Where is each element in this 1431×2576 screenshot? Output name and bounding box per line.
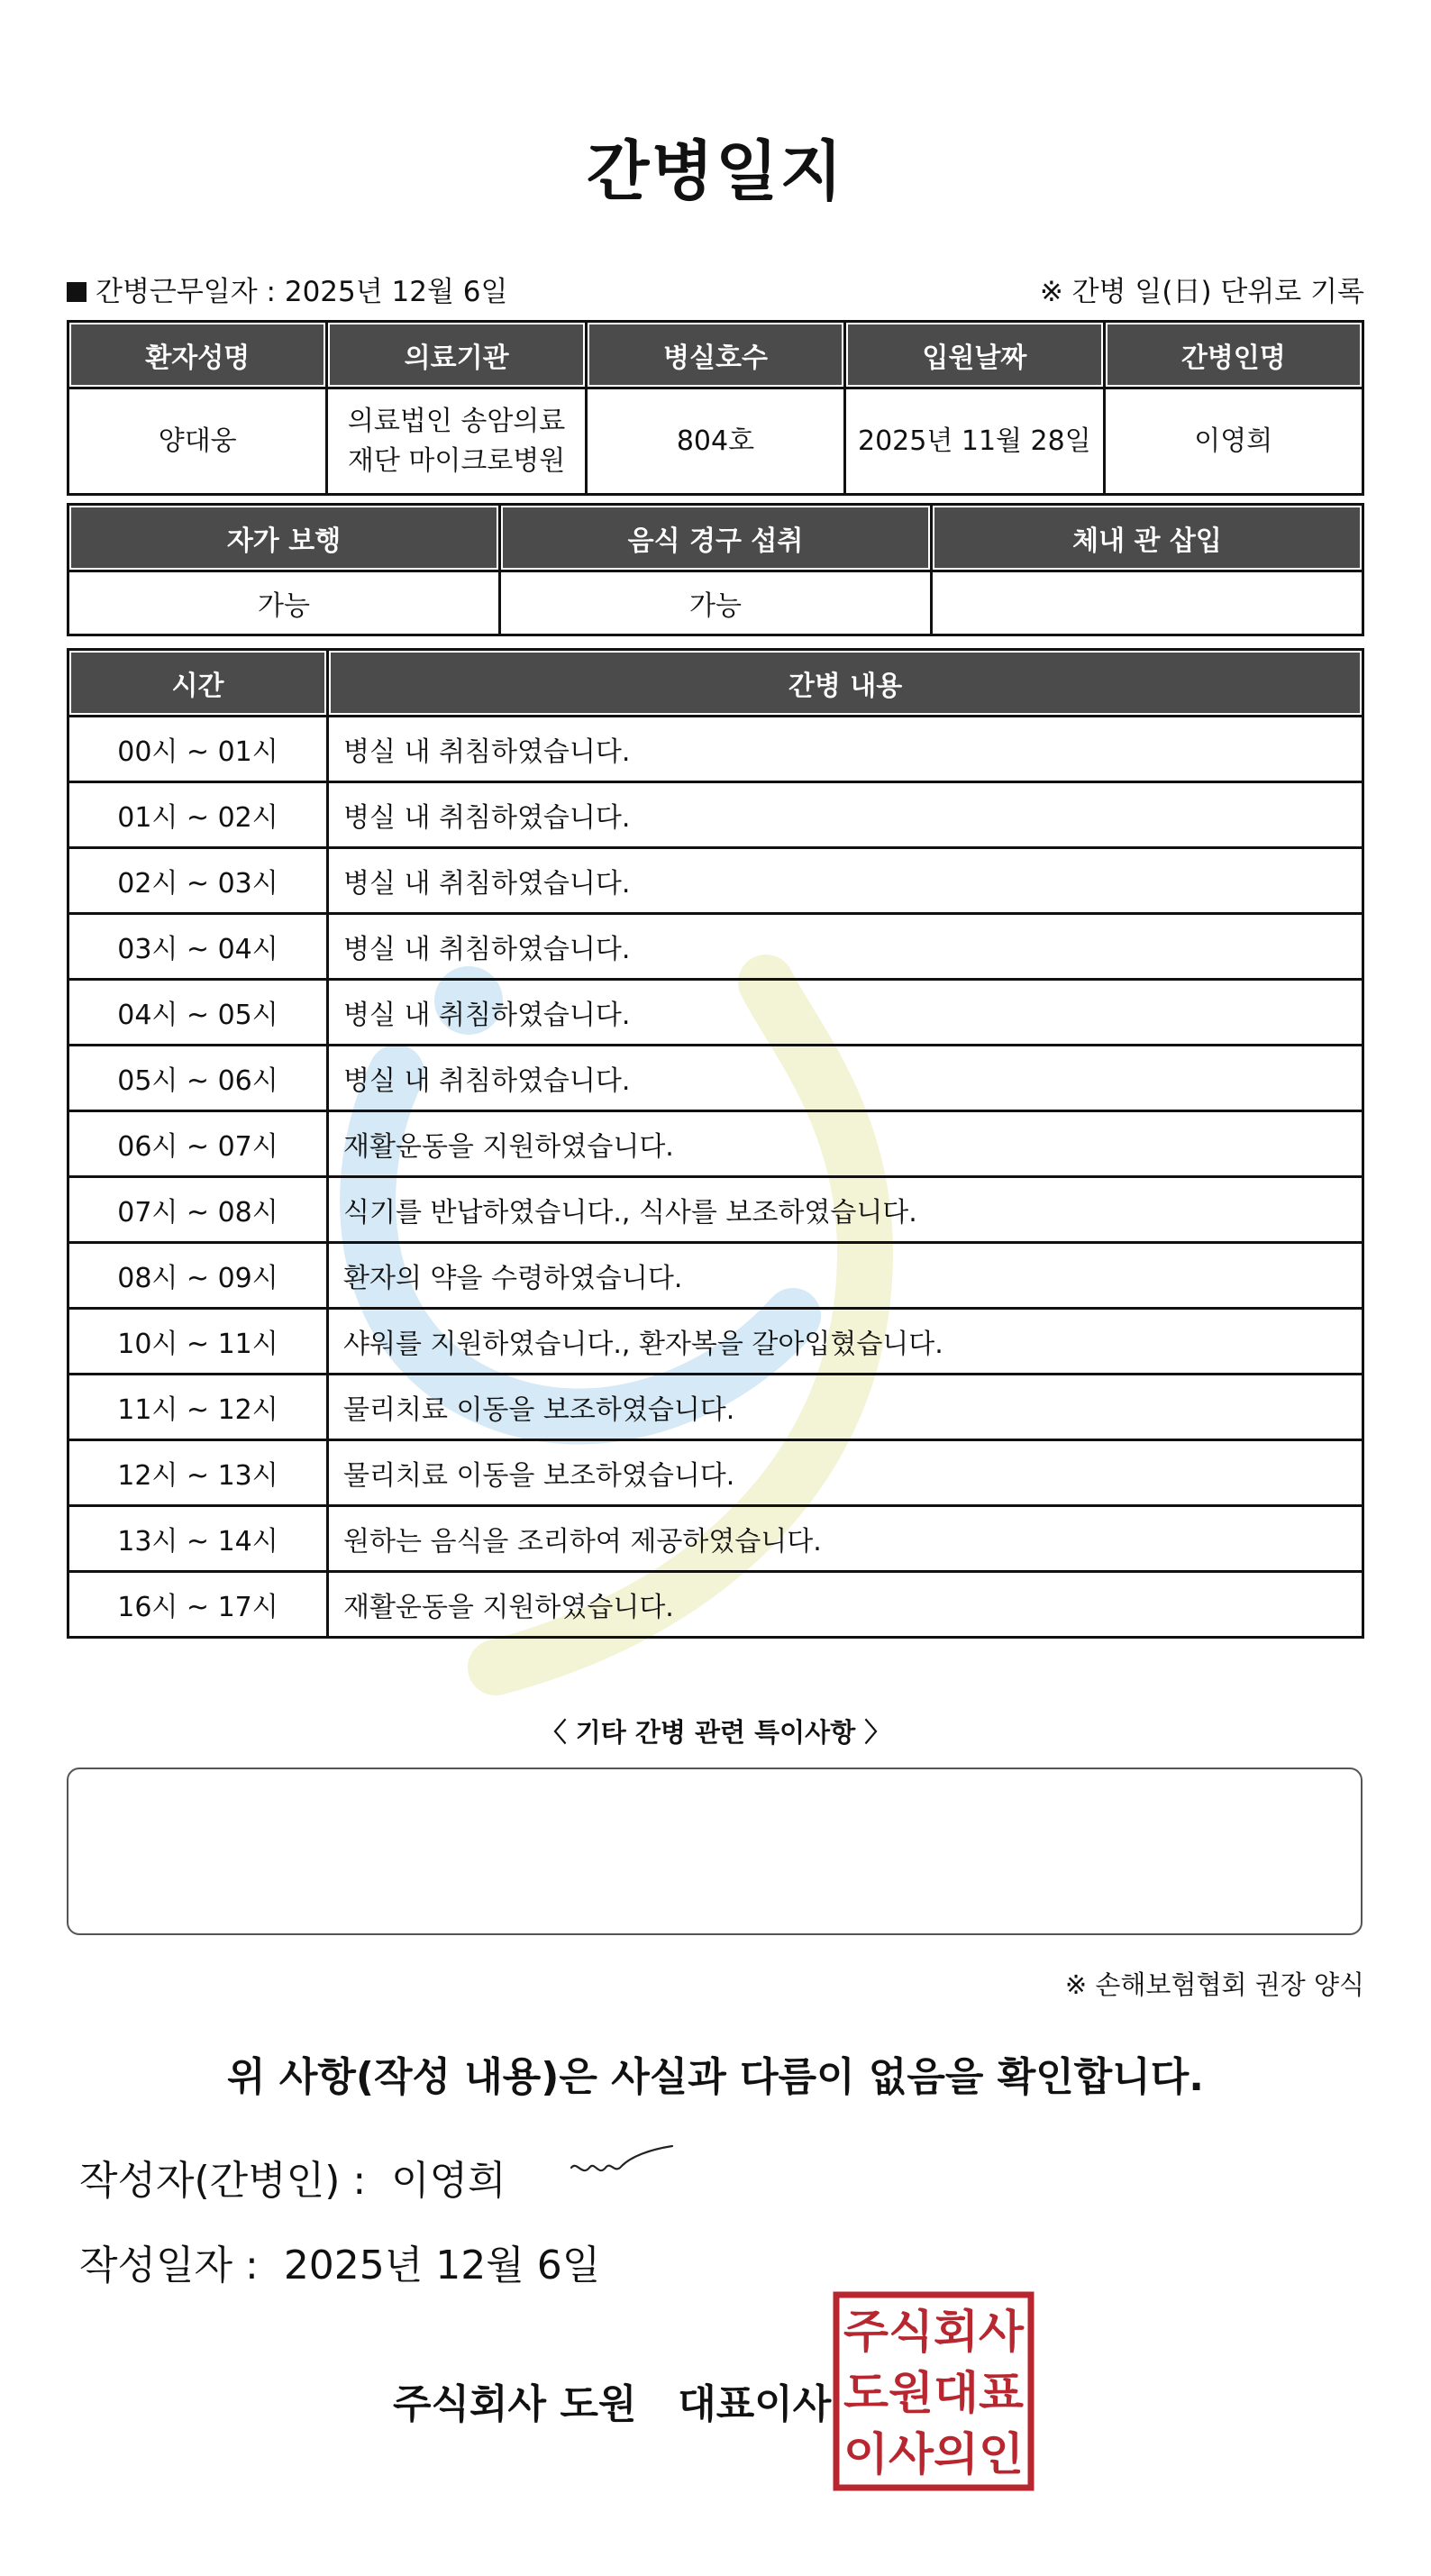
patient-info-table: [67, 320, 1364, 496]
seal-text-line: 주식회사: [843, 2306, 1025, 2358]
log-time: 12시 ~ 13시: [68, 1440, 328, 1506]
header-oral-intake: 음식 경구 섭취: [500, 505, 932, 571]
room-number: 804호: [586, 388, 844, 495]
confirmation-statement: 위 사항(작성 내용)은 사실과 다름이 없음을 확인합니다.: [227, 2054, 1204, 2100]
log-content: 병실 내 취침하였습니다.: [328, 914, 1363, 980]
log-content: 재활운동을 지원하였습니다.: [328, 1572, 1363, 1638]
header-time: 시간: [68, 650, 328, 717]
company-representative: 주식회사 도원 대표이사: [393, 2381, 832, 2427]
company-seal-stamp: [833, 2291, 1035, 2491]
written-date-label: 작성일자 :: [79, 2243, 259, 2288]
header-walking: 자가 보행: [68, 505, 500, 571]
author-line: [79, 2148, 506, 2206]
table-row: [68, 914, 1363, 980]
log-content: 물리치료 이동을 보조하였습니다.: [328, 1440, 1363, 1506]
table-row: [68, 1177, 1363, 1243]
table-row: [68, 1243, 1363, 1309]
log-time: 11시 ~ 12시: [68, 1375, 328, 1440]
table-row: [68, 980, 1363, 1046]
log-content: 원하는 음식을 조리하여 제공하였습니다.: [328, 1506, 1363, 1572]
hospital-name-line2: 재단 마이크로병원: [347, 444, 566, 477]
log-time: 07시 ~ 08시: [68, 1177, 328, 1243]
hospital-name: [327, 388, 586, 495]
log-time: 04시 ~ 05시: [68, 980, 328, 1046]
work-date-label: 간병근무일자 :: [96, 276, 276, 308]
patient-name: 양대웅: [68, 388, 327, 495]
log-time: 10시 ~ 11시: [68, 1309, 328, 1375]
log-time: 01시 ~ 02시: [68, 782, 328, 848]
table-row: [68, 848, 1363, 914]
tube-insertion-status: [932, 571, 1363, 635]
written-date: 2025년 12월 6일: [283, 2243, 601, 2288]
header-patient-name: 환자성명: [68, 322, 327, 388]
log-time: 03시 ~ 04시: [68, 914, 328, 980]
table-row: [68, 1111, 1363, 1177]
work-date-value: 2025년 12월 6일: [284, 276, 508, 308]
header-room: 병실호수: [586, 322, 844, 388]
work-date-line: [67, 269, 507, 309]
special-notes-title: 〈 기타 간병 관련 특이사항 〉: [540, 1717, 891, 1748]
table-row: [68, 1572, 1363, 1638]
log-content: 재활운동을 지원하였습니다.: [328, 1111, 1363, 1177]
square-bullet-icon: [67, 282, 87, 302]
header-tube-insertion: 체내 관 삽입: [932, 505, 1363, 571]
log-time: 16시 ~ 17시: [68, 1572, 328, 1638]
caregiver-name: 이영희: [1104, 388, 1363, 495]
log-content: 식기를 반납하였습니다., 식사를 보조하였습니다.: [328, 1177, 1363, 1243]
daily-record-note: ※ 간병 일(日) 단위로 기록: [1039, 276, 1364, 308]
table-row: [68, 1309, 1363, 1375]
handwritten-signature: [568, 2141, 676, 2190]
log-content: 샤워를 지원하였습니다., 환자복을 갈아입혔습니다.: [328, 1309, 1363, 1375]
log-content: 병실 내 취침하였습니다.: [328, 1046, 1363, 1111]
log-content: 병실 내 취침하였습니다.: [328, 848, 1363, 914]
oral-intake-status: 가능: [500, 571, 932, 635]
log-time: 06시 ~ 07시: [68, 1111, 328, 1177]
written-date-line: [79, 2233, 600, 2290]
author-name: 이영희: [391, 2158, 506, 2204]
hospital-name-line1: 의료법인 송암의료: [347, 405, 566, 437]
special-notes-box: [67, 1768, 1363, 1935]
log-time: 05시 ~ 06시: [68, 1046, 328, 1111]
table-row: [68, 1375, 1363, 1440]
seal-text-line: 도원대표: [843, 2367, 1025, 2419]
log-content: 환자의 약을 수령하였습니다.: [328, 1243, 1363, 1309]
log-content: 물리치료 이동을 보조하였습니다.: [328, 1375, 1363, 1440]
log-time: 08시 ~ 09시: [68, 1243, 328, 1309]
log-content: 병실 내 취침하였습니다.: [328, 980, 1363, 1046]
header-admission-date: 입원날짜: [845, 322, 1104, 388]
admission-date: 2025년 11월 28일: [845, 388, 1104, 495]
care-log-rows: [68, 717, 1363, 1638]
patient-status-table: [67, 503, 1364, 636]
walking-status: 가능: [68, 571, 500, 635]
recommended-form-note: ※ 손해보험협회 권장 양식: [1064, 1969, 1364, 2000]
table-row: [68, 1046, 1363, 1111]
table-row: [68, 1506, 1363, 1572]
log-content: 병실 내 취침하였습니다.: [328, 717, 1363, 782]
seal-text-line: 이사의인: [843, 2428, 1024, 2480]
header-care-content: 간병 내용: [328, 650, 1363, 717]
log-time: 00시 ~ 01시: [68, 717, 328, 782]
table-row: [68, 1440, 1363, 1506]
log-content: 병실 내 취침하였습니다.: [328, 782, 1363, 848]
header-caregiver: 간병인명: [1104, 322, 1363, 388]
table-row: [68, 717, 1363, 782]
author-label: 작성자(간병인) :: [79, 2158, 367, 2204]
log-time: 13시 ~ 14시: [68, 1506, 328, 1572]
care-log-table: [67, 648, 1364, 1639]
page-title: 간병일지: [586, 133, 845, 209]
table-row: [68, 782, 1363, 848]
header-hospital: 의료기관: [327, 322, 586, 388]
log-time: 02시 ~ 03시: [68, 848, 328, 914]
